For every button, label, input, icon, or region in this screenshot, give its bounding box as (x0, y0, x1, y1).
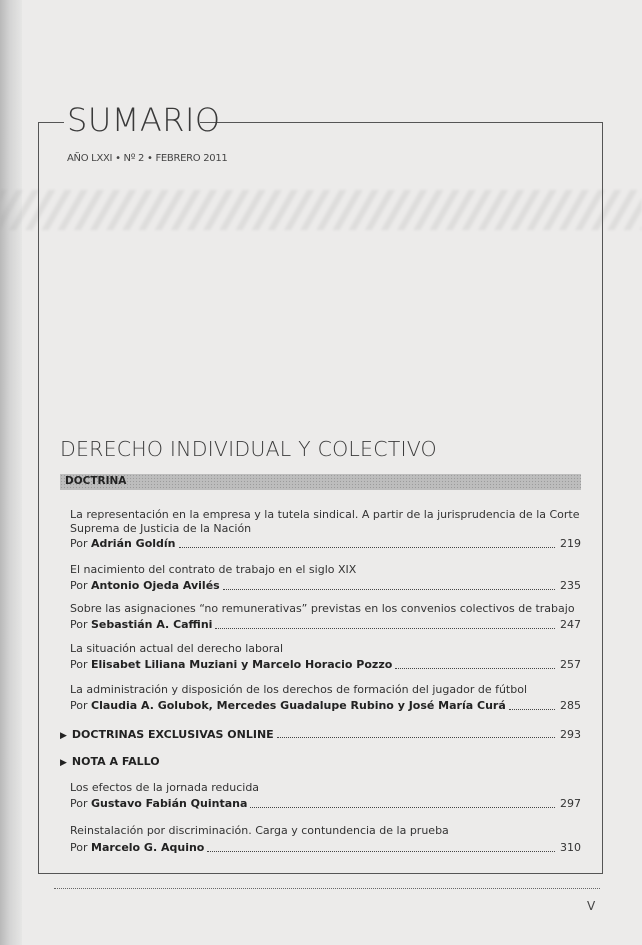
leader-dots (250, 807, 555, 808)
leader-dots (179, 547, 556, 548)
entry-title[interactable]: La situación actual del derecho laboral (70, 642, 284, 655)
page-number[interactable]: 293 (560, 728, 581, 741)
entry-author: Adrián Goldín (91, 537, 176, 550)
issue-line: AÑO LXXI • Nº 2 • FEBRERO 2011 (67, 153, 228, 164)
toc-entry[interactable] (70, 642, 581, 672)
page-number[interactable]: 310 (560, 841, 581, 854)
page-title: SUMARIO (67, 101, 221, 139)
leader-dots (395, 668, 555, 669)
online-label[interactable]: DOCTRINAS EXCLUSIVAS ONLINE (71, 728, 274, 741)
frame-top-right-rule (200, 122, 602, 123)
section-title: DERECHO INDIVIDUAL Y COLECTIVO (60, 437, 437, 461)
entry-title[interactable]: Los efectos de la jornada reducida (70, 781, 260, 794)
leader-dots (207, 851, 555, 852)
entry-author: Antonio Ojeda Avilés (91, 579, 220, 592)
page-number[interactable]: 219 (560, 537, 581, 550)
leader-dots (215, 628, 555, 629)
triangle-right-icon: ▶ (60, 731, 67, 741)
by-label: Por (70, 618, 88, 631)
entry-title[interactable]: Sobre las asignaciones “no remunerativas” previstas en los convenios colectivos de trabajo (70, 602, 575, 615)
toc-entry[interactable] (70, 563, 581, 593)
entry-author: Sebastián A. Caffini (91, 618, 213, 631)
toc-entry[interactable] (70, 824, 581, 855)
entry-title[interactable]: La administración y disposición de los derechos de formación del jugador de fútbol (70, 683, 528, 696)
page-number[interactable]: 257 (560, 658, 581, 671)
page-number[interactable]: 235 (560, 579, 581, 592)
by-label: Por (70, 579, 88, 592)
entry-author: Claudia A. Golubok, Mercedes Guadalupe Rubino y José María Curá (91, 699, 506, 712)
page-number[interactable]: 247 (560, 618, 581, 631)
page-number[interactable]: 297 (560, 797, 581, 810)
triangle-right-icon: ▶ (60, 758, 67, 768)
by-label: Por (70, 841, 88, 854)
page-number[interactable]: 285 (560, 699, 581, 712)
toc-entry[interactable] (70, 683, 581, 713)
nota-label: NOTA A FALLO (71, 755, 160, 768)
entry-title[interactable]: La representación en la empresa y la tutela sindical. A partir de la jurisprudencia de la Corte Suprema de Justicia de la Nación (70, 508, 580, 535)
online-doctrines-link[interactable] (60, 728, 581, 741)
page-spine-shadow (0, 0, 22, 945)
category-bar (60, 474, 581, 490)
footer-rule (54, 888, 600, 889)
entry-author: Gustavo Fabián Quintana (91, 797, 248, 810)
by-label: Por (70, 658, 88, 671)
by-label: Por (70, 537, 88, 550)
page-folio: V (587, 899, 596, 913)
frame-top-left-rule (38, 122, 64, 123)
toc-entry[interactable] (70, 602, 581, 632)
leader-dots (509, 709, 555, 710)
nota-a-fallo-heading (60, 755, 581, 768)
leader-dots (277, 737, 555, 738)
entry-title[interactable]: El nacimiento del contrato de trabajo en el siglo XIX (70, 563, 357, 576)
by-label: Por (70, 797, 88, 810)
entry-title[interactable]: Reinstalación por discriminación. Carga y contundencia de la prueba (70, 824, 449, 837)
by-label: Por (70, 699, 88, 712)
toc-entry[interactable] (70, 508, 581, 551)
toc-entry[interactable] (70, 781, 581, 811)
entry-author: Elisabet Liliana Muziani y Marcelo Horacio Pozzo (91, 658, 393, 671)
leader-dots (223, 589, 555, 590)
entry-author: Marcelo G. Aquino (91, 841, 205, 854)
category-label: DOCTRINA (65, 475, 127, 487)
